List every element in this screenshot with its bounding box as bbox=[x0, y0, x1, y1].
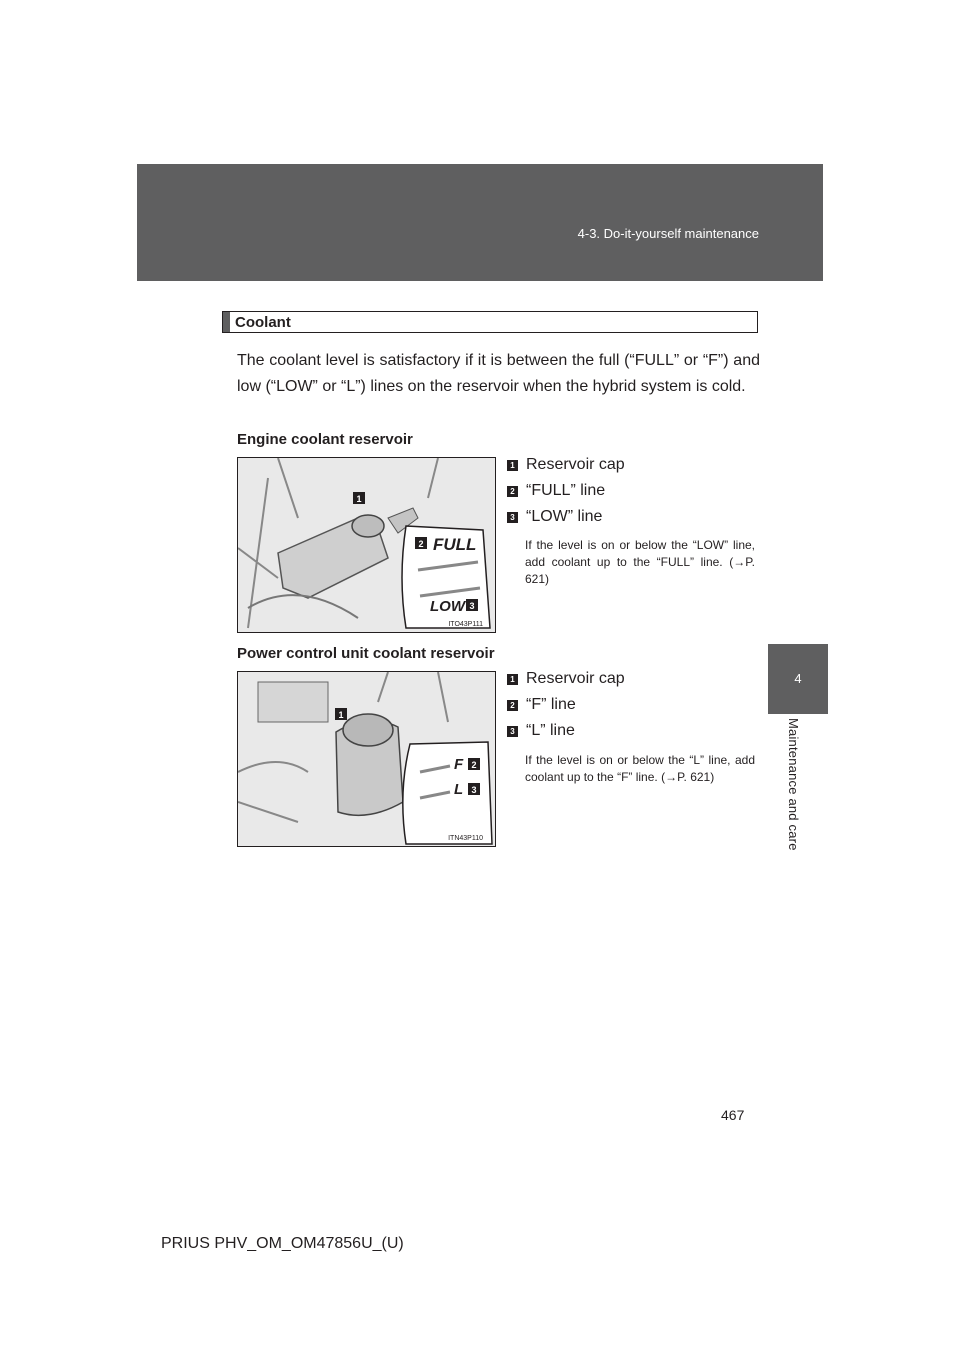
svg-text:2: 2 bbox=[418, 539, 424, 549]
pcu-note: If the level is on or below the “L” line, add coolant up to the “F” line. (→P. 621) bbox=[525, 753, 755, 784]
callout-number: 3 bbox=[507, 726, 518, 737]
intro-paragraph: The coolant level is satisfactory if it is between the full (“FULL” or “F”) and low (“LOW” or “L”) lines on the reservoir when the hybrid system is cold. bbox=[237, 352, 760, 395]
callout-label: “FULL” line bbox=[526, 482, 606, 499]
header-band bbox=[137, 164, 823, 281]
section-title: Coolant bbox=[235, 314, 291, 331]
callout-number: 3 bbox=[507, 512, 518, 523]
svg-text:2: 2 bbox=[471, 760, 477, 770]
pcu-reservoir-photo bbox=[237, 671, 496, 847]
photo-f-label: F bbox=[454, 756, 464, 773]
callout-label: “L” line bbox=[526, 722, 575, 739]
pcu-callout-list bbox=[507, 666, 767, 744]
engine-reservoir-photo bbox=[237, 457, 496, 633]
pcu-reservoir-heading: Power control unit coolant reservoir bbox=[237, 645, 495, 662]
callout-label: “F” line bbox=[526, 696, 576, 713]
document-footer: PRIUS PHV_OM_OM47856U_(U) bbox=[161, 1235, 404, 1252]
chapter-tab: 4 bbox=[768, 644, 828, 714]
photo-full-label: FULL bbox=[433, 535, 477, 554]
callout-item bbox=[507, 478, 767, 504]
callout-label: Reservoir cap bbox=[526, 456, 625, 473]
engine-reservoir-heading: Engine coolant reservoir bbox=[237, 431, 413, 448]
svg-text:3: 3 bbox=[469, 601, 475, 611]
callout-item bbox=[507, 718, 767, 744]
svg-text:1: 1 bbox=[338, 710, 344, 720]
callout-number: 1 bbox=[507, 460, 518, 471]
photo-l-label: L bbox=[454, 781, 464, 798]
callout-number: 2 bbox=[507, 486, 518, 497]
callout-item bbox=[507, 666, 767, 692]
callout-number: 1 bbox=[507, 674, 518, 685]
callout-label: “LOW” line bbox=[526, 508, 603, 525]
engine-callout-list bbox=[507, 452, 767, 530]
callout-item bbox=[507, 692, 767, 718]
callout-item bbox=[507, 504, 767, 530]
callout-label: Reservoir cap bbox=[526, 670, 625, 687]
svg-text:1: 1 bbox=[356, 494, 362, 504]
section-header: 4-3. Do-it-yourself maintenance bbox=[577, 226, 759, 241]
pcu-image-code: ITN43P110 bbox=[448, 835, 483, 842]
photo-low-label: LOW bbox=[430, 598, 465, 615]
callout-number: 2 bbox=[507, 700, 518, 711]
page-number: 467 bbox=[721, 1107, 745, 1123]
chapter-label: Maintenance and care bbox=[786, 718, 801, 851]
section-accent bbox=[223, 312, 230, 332]
engine-note: If the level is on or below the “LOW” line, add coolant up to the “FULL” line. (→P. 621) bbox=[525, 538, 755, 586]
section-title-bar bbox=[222, 311, 758, 333]
callout-item bbox=[507, 452, 767, 478]
engine-image-code: ITO43P111 bbox=[448, 621, 483, 628]
svg-text:3: 3 bbox=[471, 785, 477, 795]
